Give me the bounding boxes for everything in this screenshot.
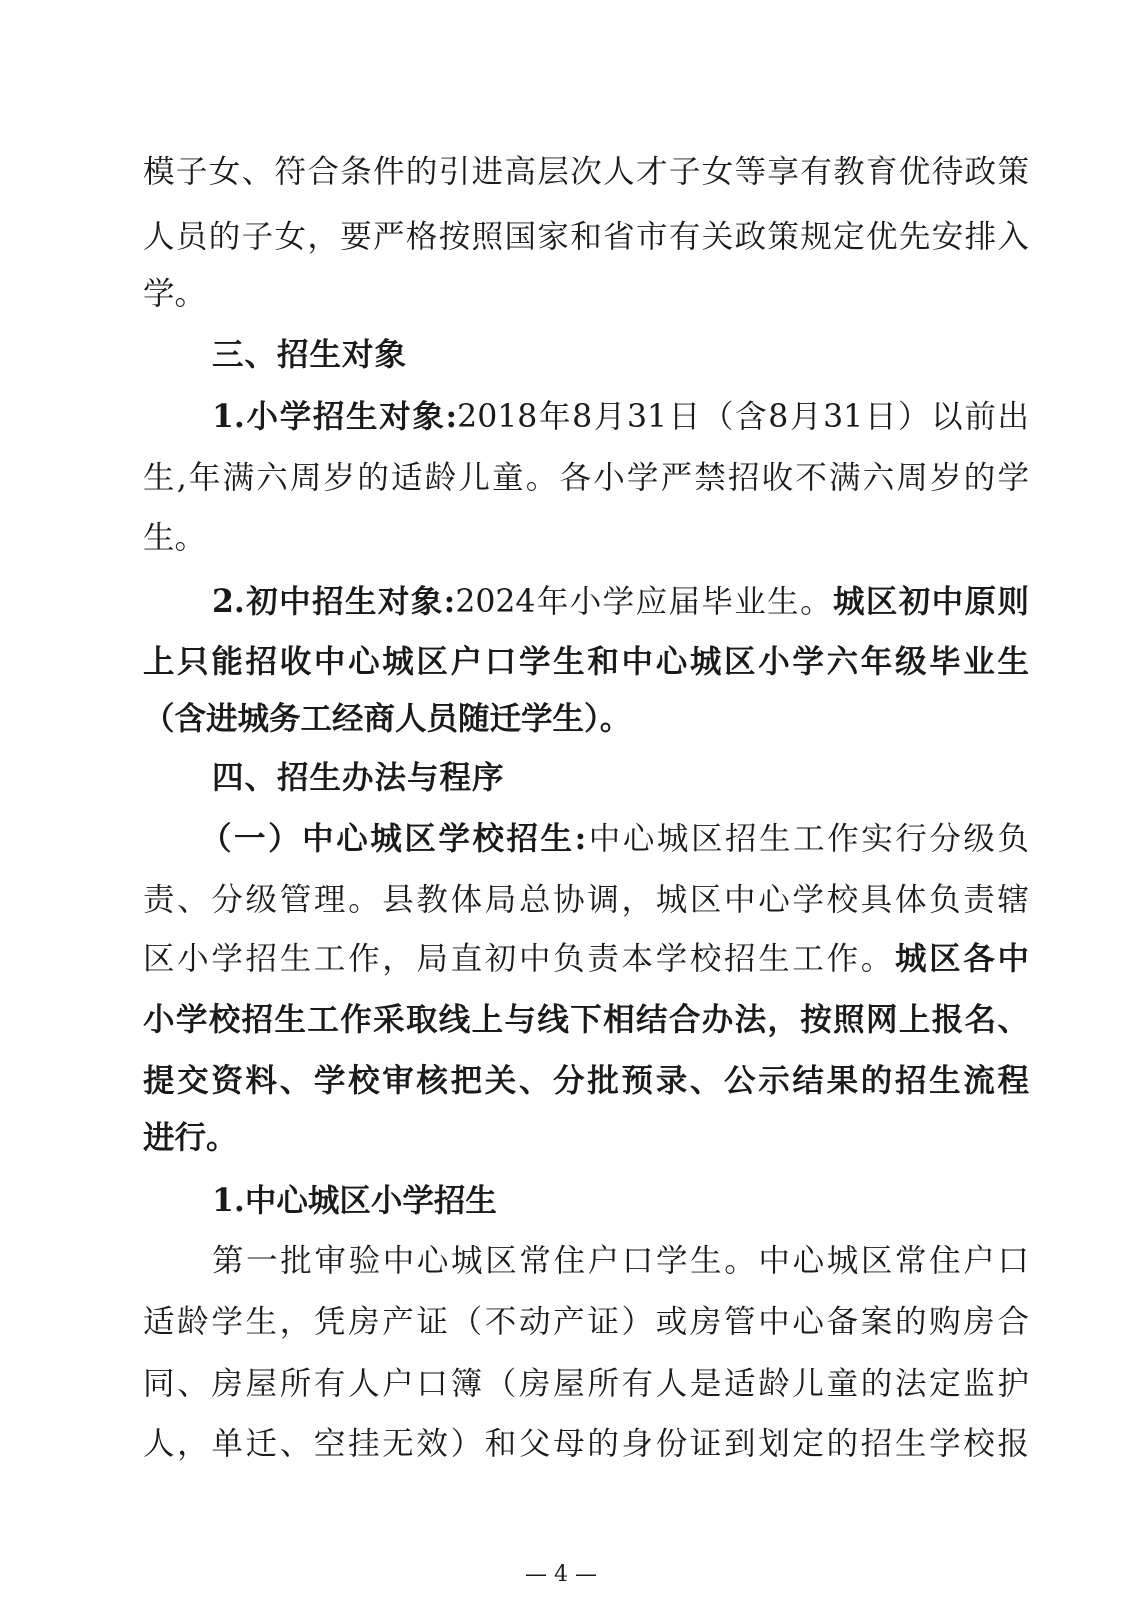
para-line-4: 人，单迁、空挂无效）和父母的身份证到划定的招生学校报 [143, 1426, 1029, 1462]
item-2-bold-text: 城区初中原则 [832, 583, 1029, 620]
para-line-2: 适龄学生，凭房产证（不动产证）或房管中心备案的购房合 [143, 1304, 1029, 1340]
item-2-line-1 [212, 577, 1029, 627]
para-line-1: 第一批审验中心城区常住户口学生。中心城区常住户口 [212, 1243, 1029, 1279]
sub-1-line-3 [143, 934, 1029, 984]
item-2-line-2: 上只能招收中心城区户口学生和中心城区小学六年级毕业生 [143, 643, 1029, 680]
item-1-label: 1.小学招生对象: [212, 398, 458, 435]
body-line-1: 模子女、符合条件的引进高层次人才子女等享有教育优待政策 [143, 154, 1029, 190]
sub-1-line-3-bold: 城区各中 [894, 940, 1029, 977]
sub-1-line-4: 小学校招生工作采取线上与线下相结合办法，按照网上报名、 [143, 1001, 1029, 1038]
para-line-3: 同、房屋所有人户口簿（房屋所有人是适龄儿童的法定监护 [143, 1366, 1029, 1402]
sub-1-line-6: 进行。 [143, 1119, 238, 1156]
sub-1-line-1 [200, 814, 1029, 864]
item-1-line-1 [212, 392, 1029, 442]
item-2-line-3: （含进城务工经商人员随迁学生）。 [143, 700, 632, 737]
item-1-line-2: 生,年满六周岁的适龄儿童。各小学严禁招收不满六周岁的学 [143, 460, 1029, 496]
item-1-text: 2018年8月31日（含8月31日）以前出 [457, 399, 1029, 435]
sub-1-label: （一）中心城区学校招生: [200, 820, 587, 857]
sub-1-line-5: 提交资料、学校审核把关、分批预录、公示结果的招生流程 [143, 1062, 1029, 1099]
sub-1-text: 中心城区招生工作实行分级负 [586, 821, 1029, 857]
item-1-line-3: 生。 [143, 520, 207, 556]
body-line-2: 人员的子女，要严格按照国家和省市有关政策规定优先安排入 [143, 219, 1029, 255]
item-2-text: 2024年小学应届毕业生。 [455, 584, 833, 620]
sub-1-line-2: 责、分级管理。县教体局总协调，城区中心学校具体负责辖 [143, 882, 1029, 918]
sub-1-line-3-text: 区小学招生工作，局直初中负责本学校招生工作。 [143, 941, 895, 977]
section-heading-3: 三、招生对象 [212, 337, 408, 373]
section-heading-4: 四、招生办法与程序 [212, 760, 505, 796]
page-number: — 4 — [525, 1562, 597, 1587]
item-2-label: 2.初中招生对象: [212, 583, 456, 620]
subsection-heading-1: 1.中心城区小学招生 [212, 1182, 497, 1219]
body-line-3: 学。 [143, 276, 207, 312]
